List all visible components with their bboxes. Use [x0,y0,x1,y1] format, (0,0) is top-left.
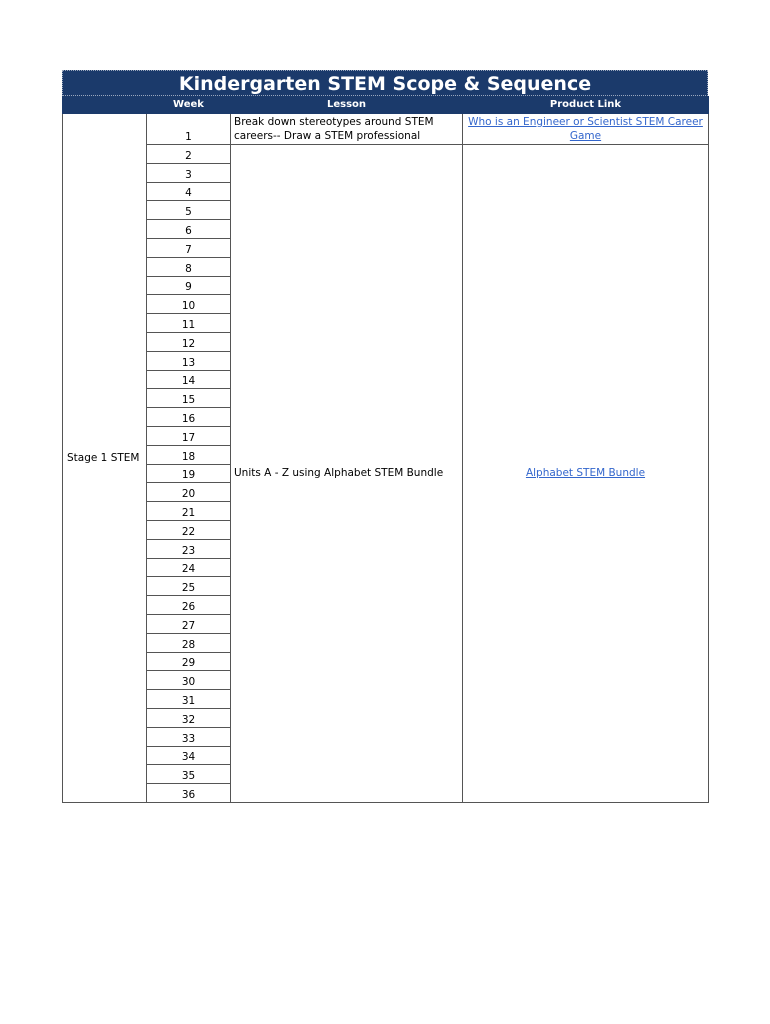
week-cell: 16 [147,408,231,427]
stage-header [63,97,147,114]
week-cell: 27 [147,614,231,633]
lesson-header: Lesson [231,97,463,114]
stage-cell: Stage 1 STEM [63,114,147,803]
week-cell: 17 [147,426,231,445]
week-cell: 15 [147,389,231,408]
week-cell: 3 [147,163,231,182]
week-cell: 26 [147,596,231,615]
lesson-cell: Units A - Z using Alphabet STEM Bundle [231,145,463,803]
week-header: Week [147,97,231,114]
week-cell: 20 [147,483,231,502]
lesson-cell: Break down stereotypes around STEM careers-- Draw a STEM professional [231,114,463,145]
week-cell: 28 [147,633,231,652]
week-cell: 2 [147,145,231,164]
week-cell: 5 [147,201,231,220]
week-cell: 34 [147,746,231,765]
product-link[interactable]: Who is an Engineer or Scientist STEM Career Game [468,116,703,142]
week-cell: 31 [147,690,231,709]
week-cell: 19 [147,464,231,483]
week-cell: 10 [147,295,231,314]
week-cell: 30 [147,671,231,690]
sheet-title: Kindergarten STEM Scope & Sequence [62,70,708,96]
week-cell: 1 [147,114,231,145]
table-row [63,145,709,164]
product-link-cell [463,114,709,145]
week-cell: 35 [147,765,231,784]
week-cell: 24 [147,558,231,577]
week-cell: 23 [147,539,231,558]
week-cell: 18 [147,445,231,464]
week-cell: 14 [147,370,231,389]
week-cell: 13 [147,351,231,370]
product-link-header: Product Link [463,97,709,114]
week-cell: 32 [147,708,231,727]
header-row [63,97,709,114]
week-cell: 33 [147,727,231,746]
week-cell: 12 [147,332,231,351]
week-cell: 4 [147,182,231,201]
week-cell: 29 [147,652,231,671]
week-cell: 25 [147,577,231,596]
week-cell: 6 [147,220,231,239]
week-cell: 36 [147,784,231,803]
week-cell: 8 [147,257,231,276]
scope-table [62,96,709,803]
product-link[interactable]: Alphabet STEM Bundle [525,467,646,480]
scope-sequence-sheet [62,70,708,803]
week-cell: 9 [147,276,231,295]
week-cell: 22 [147,520,231,539]
product-link-cell [463,145,709,803]
week-cell: 21 [147,502,231,521]
week-cell: 11 [147,314,231,333]
week-cell: 7 [147,238,231,257]
table-row [63,114,709,145]
